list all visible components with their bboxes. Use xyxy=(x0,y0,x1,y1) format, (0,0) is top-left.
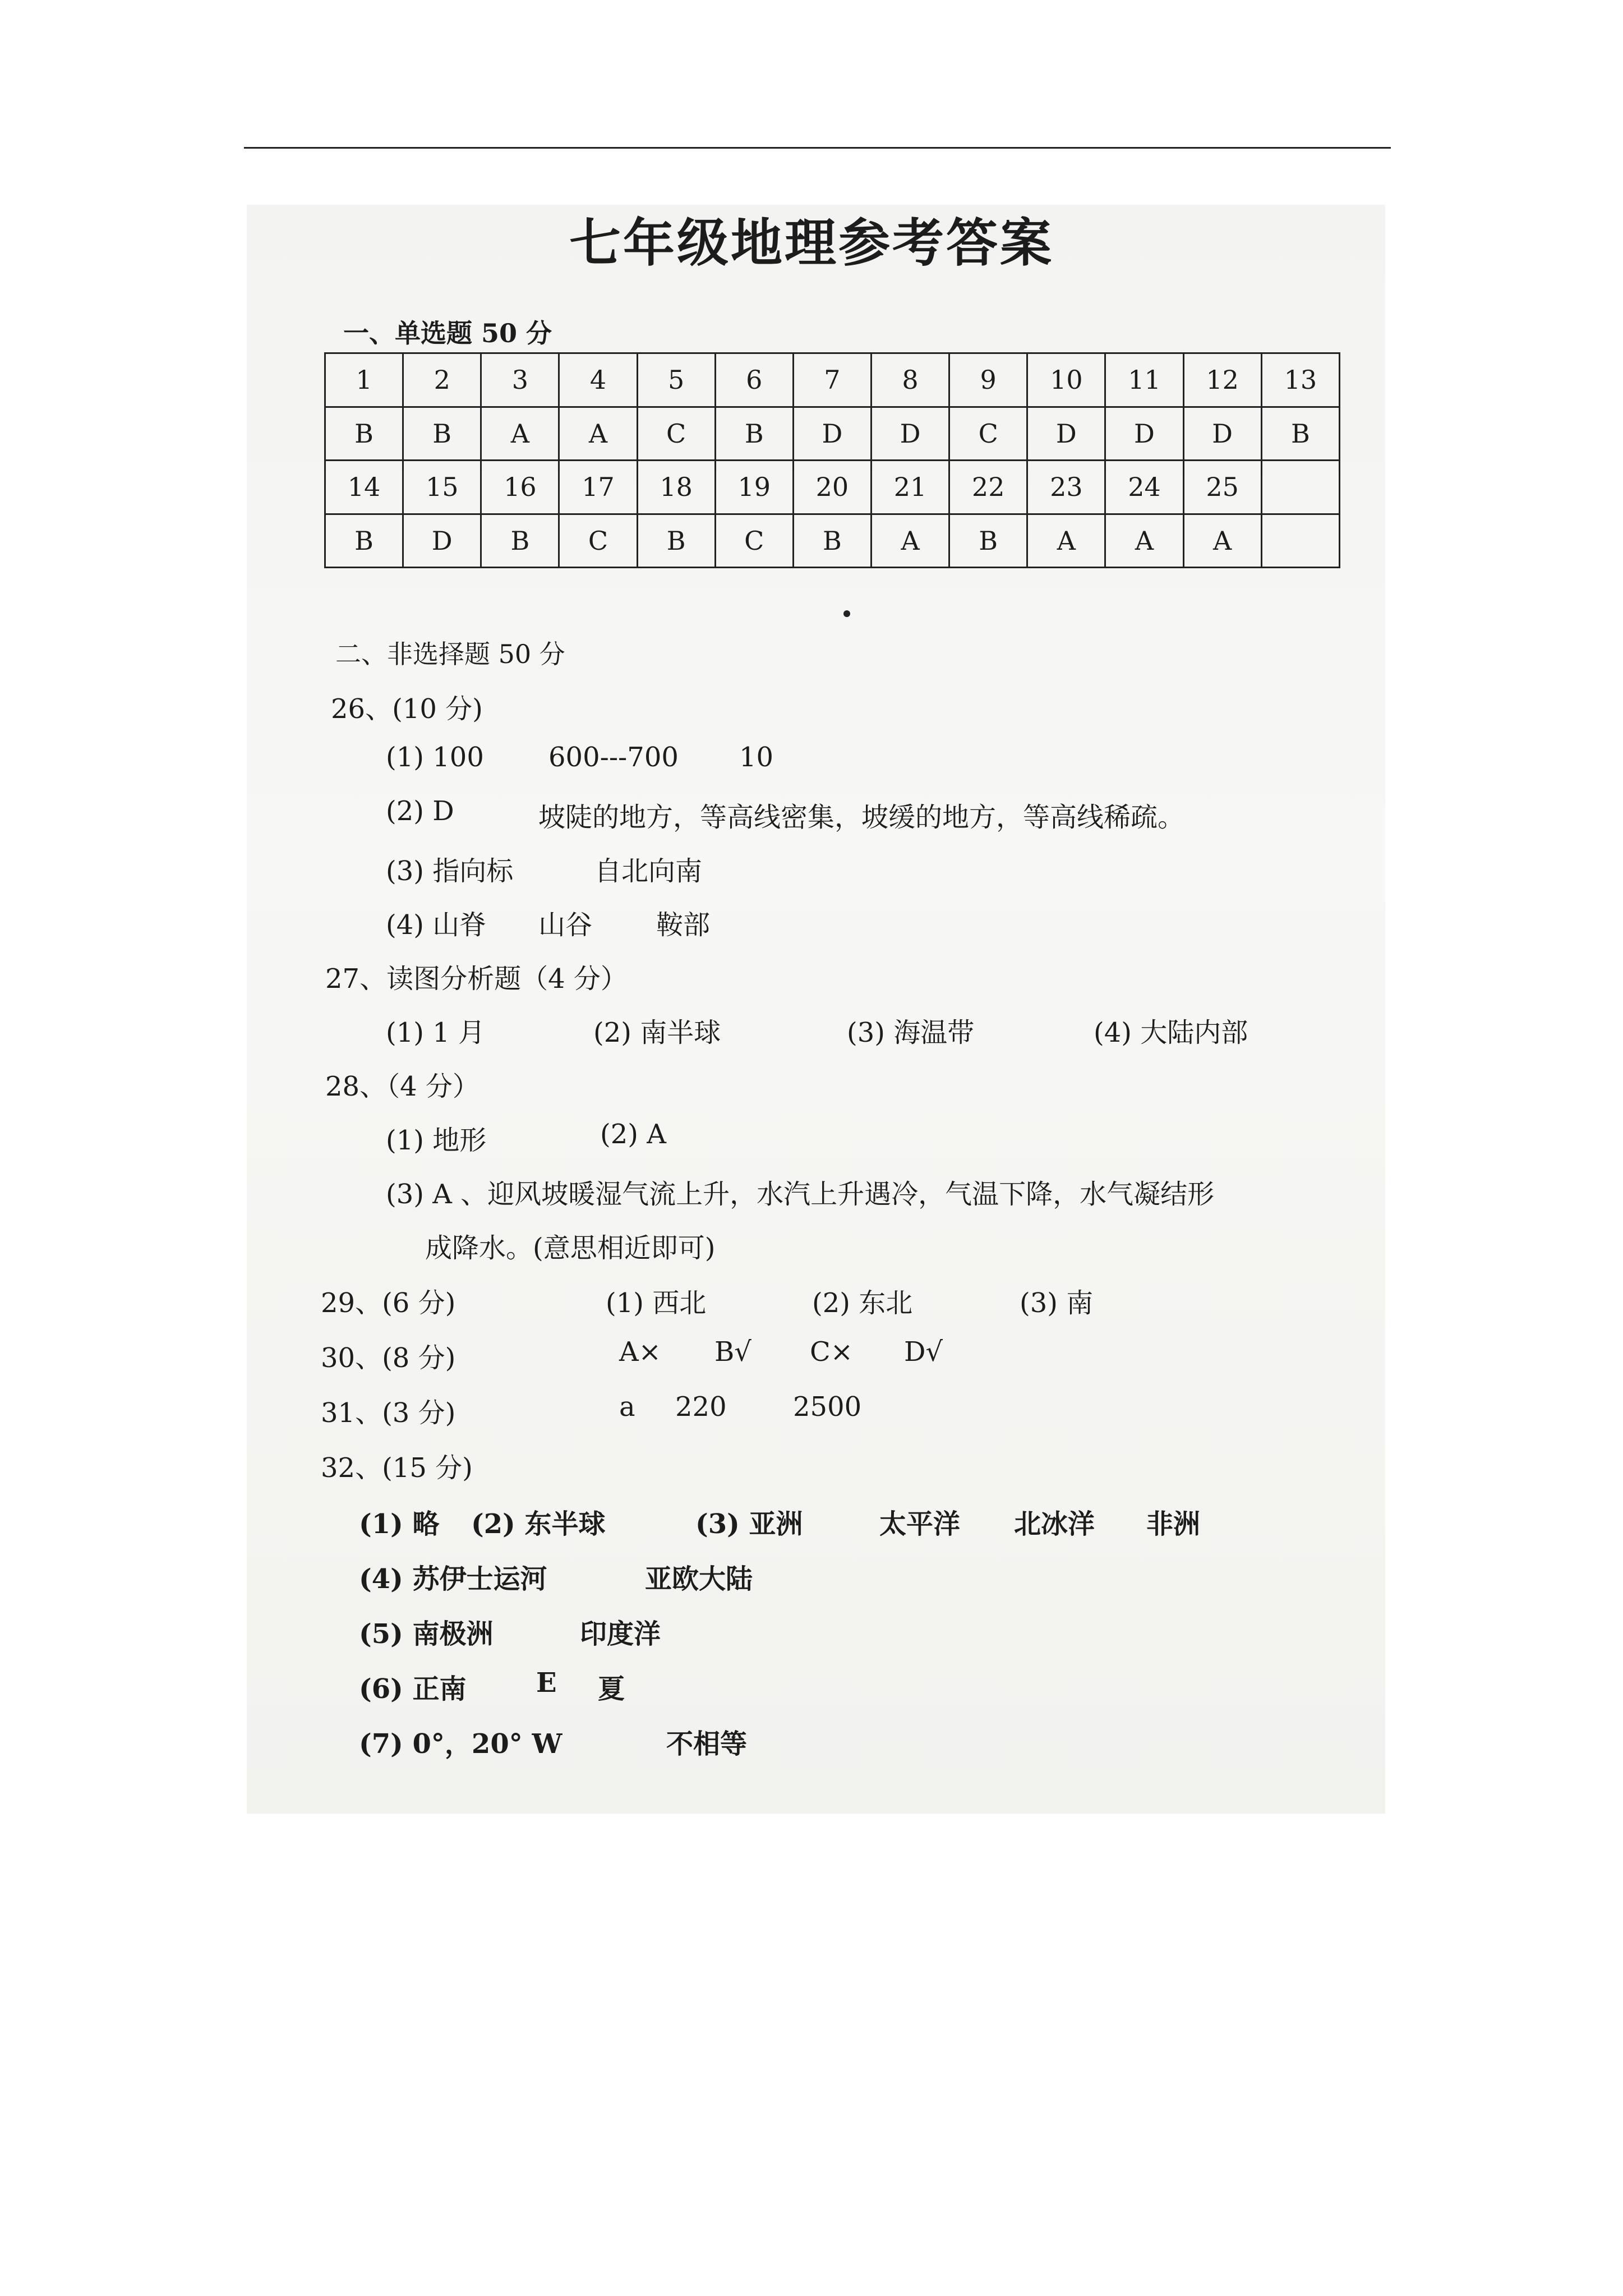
question-number-cell: 12 xyxy=(1183,353,1261,407)
question-number-cell: 1 xyxy=(325,353,403,407)
answer-cell: D xyxy=(871,407,949,461)
answer-row xyxy=(325,514,1340,568)
question-number-cell: 3 xyxy=(481,353,559,407)
q27-answer-2: (2) 南半球 xyxy=(593,1017,721,1048)
question-number-cell: 5 xyxy=(637,353,715,407)
q32-heading: 32、(15 分) xyxy=(321,1452,473,1484)
q28-answer-3-continued: 成降水。(意思相近即可) xyxy=(425,1232,716,1264)
q26-answer-4: (4) 山脊 xyxy=(386,909,487,941)
q31-answer-1: a xyxy=(619,1391,635,1423)
q26-answer-1: (1) 100 xyxy=(386,742,484,773)
q31-answer-2: 220 xyxy=(675,1391,727,1423)
answer-cell xyxy=(1261,514,1339,568)
multiple-choice-answer-table xyxy=(324,352,1340,568)
answer-cell: A xyxy=(1105,514,1183,568)
answer-cell: B xyxy=(715,407,793,461)
answer-cell: A xyxy=(559,407,637,461)
q26-heading: 26、(10 分) xyxy=(331,693,483,725)
q30-answer-a: A× xyxy=(619,1336,661,1368)
answer-cell: A xyxy=(871,514,949,568)
page-title: 七年级地理参考答案 xyxy=(569,213,1054,273)
q26-answer-3: (3) 指向标 xyxy=(386,855,514,887)
question-number-cell: 10 xyxy=(1027,353,1105,407)
answer-cell: A xyxy=(481,407,559,461)
q32-answer-5: (5) 南极洲 xyxy=(359,1618,494,1650)
answer-cell: C xyxy=(949,407,1027,461)
answer-cell: B xyxy=(637,514,715,568)
q30-answer-d: D√ xyxy=(904,1336,943,1368)
q26-answer-2: (2) D xyxy=(386,795,454,827)
answer-cell: B xyxy=(949,514,1027,568)
q29-heading: 29、(6 分) xyxy=(321,1287,456,1319)
answer-cell: D xyxy=(1027,407,1105,461)
question-number-cell: 2 xyxy=(403,353,481,407)
answer-cell: B xyxy=(325,407,403,461)
question-number-cell: 25 xyxy=(1183,461,1261,514)
q29-answer-1: (1) 西北 xyxy=(606,1287,707,1319)
question-number-row xyxy=(325,353,1340,407)
q27-answer-3: (3) 海温带 xyxy=(847,1017,975,1048)
section-single-choice-heading: 一、单选题 50 分 xyxy=(343,318,552,348)
q32-answer-3: (3) 亚洲 xyxy=(695,1508,803,1540)
q26-answer-1b: 600---700 xyxy=(548,742,679,773)
q32-answer-3b: 太平洋 xyxy=(879,1508,961,1540)
q32-answer-3c: 北冰洋 xyxy=(1014,1508,1095,1540)
q29-answer-2: (2) 东北 xyxy=(812,1287,913,1319)
q31-answer-3: 2500 xyxy=(793,1391,862,1423)
question-number-cell: 4 xyxy=(559,353,637,407)
q30-answer-c: C× xyxy=(810,1336,853,1368)
q32-answer-7b: 不相等 xyxy=(666,1728,748,1760)
q27-heading: 27、读图分析题（4 分） xyxy=(325,963,628,995)
q32-answer-6: (6) 正南 xyxy=(359,1673,467,1705)
q28-answer-3: (3) A 、迎风坡暖湿气流上升，水汽上升遇冷，气温下降，水气凝结形 xyxy=(386,1179,1215,1210)
question-number-cell: 11 xyxy=(1105,353,1183,407)
section-non-choice-heading: 二、非选择题 50 分 xyxy=(335,639,565,669)
q32-answer-3d: 非洲 xyxy=(1146,1508,1201,1540)
answer-cell: D xyxy=(1105,407,1183,461)
answer-cell: B xyxy=(403,407,481,461)
answer-cell: B xyxy=(481,514,559,568)
question-number-cell: 13 xyxy=(1261,353,1339,407)
q28-answer-1: (1) 地形 xyxy=(386,1125,487,1156)
answer-cell: A xyxy=(1027,514,1105,568)
answer-cell: A xyxy=(1183,514,1261,568)
question-number-cell: 18 xyxy=(637,461,715,514)
q32-answer-4: (4) 苏伊士运河 xyxy=(359,1563,547,1595)
q28-heading: 28、（4 分） xyxy=(325,1071,479,1102)
question-number-cell: 20 xyxy=(793,461,871,514)
q26-answer-4c: 鞍部 xyxy=(656,909,711,941)
question-number-cell: 23 xyxy=(1027,461,1105,514)
question-number-cell: 15 xyxy=(403,461,481,514)
question-number-cell: 22 xyxy=(949,461,1027,514)
q27-answer-1: (1) 1 月 xyxy=(386,1017,486,1048)
q26-answer-1c: 10 xyxy=(739,742,774,773)
q32-answer-4b: 亚欧大陆 xyxy=(645,1563,753,1595)
question-number-cell: 24 xyxy=(1105,461,1183,514)
question-number-cell: 17 xyxy=(559,461,637,514)
q28-answer-2: (2) A xyxy=(600,1119,666,1150)
question-number-row xyxy=(325,461,1340,514)
q26-answer-2b: 坡陡的地方，等高线密集，坡缓的地方，等高线稀疏。 xyxy=(538,802,1185,833)
q27-answer-4: (4) 大陆内部 xyxy=(1094,1017,1248,1048)
ink-dot xyxy=(843,610,850,617)
question-number-cell xyxy=(1261,461,1339,514)
answer-row xyxy=(325,407,1340,461)
question-number-cell: 7 xyxy=(793,353,871,407)
answer-cell: D xyxy=(793,407,871,461)
answer-cell: B xyxy=(1261,407,1339,461)
question-number-cell: 9 xyxy=(949,353,1027,407)
q32-answer-6b: E xyxy=(536,1667,557,1699)
question-number-cell: 8 xyxy=(871,353,949,407)
question-number-cell: 14 xyxy=(325,461,403,514)
q32-answer-2: (2) 东半球 xyxy=(471,1508,606,1540)
answer-cell: C xyxy=(637,407,715,461)
question-number-cell: 6 xyxy=(715,353,793,407)
q31-heading: 31、(3 分) xyxy=(321,1397,456,1429)
q32-answer-6c: 夏 xyxy=(598,1673,625,1705)
q30-heading: 30、(8 分) xyxy=(321,1342,456,1374)
q32-answer-7: (7) 0°，20° W xyxy=(359,1728,562,1760)
question-number-cell: 16 xyxy=(481,461,559,514)
q30-answer-b: B√ xyxy=(714,1336,751,1368)
question-number-cell: 21 xyxy=(871,461,949,514)
q32-answer-1: (1) 略 xyxy=(359,1508,440,1540)
answer-cell: C xyxy=(559,514,637,568)
question-number-cell: 19 xyxy=(715,461,793,514)
q26-answer-4b: 山谷 xyxy=(538,909,593,941)
q32-answer-5b: 印度洋 xyxy=(580,1618,661,1650)
q29-answer-3: (3) 南 xyxy=(1020,1287,1094,1319)
answer-cell: B xyxy=(325,514,403,568)
answer-cell: B xyxy=(793,514,871,568)
answer-cell: D xyxy=(1183,407,1261,461)
answer-cell: C xyxy=(715,514,793,568)
top-rule xyxy=(244,147,1391,149)
answer-cell: D xyxy=(403,514,481,568)
q26-answer-3b: 自北向南 xyxy=(594,855,703,887)
